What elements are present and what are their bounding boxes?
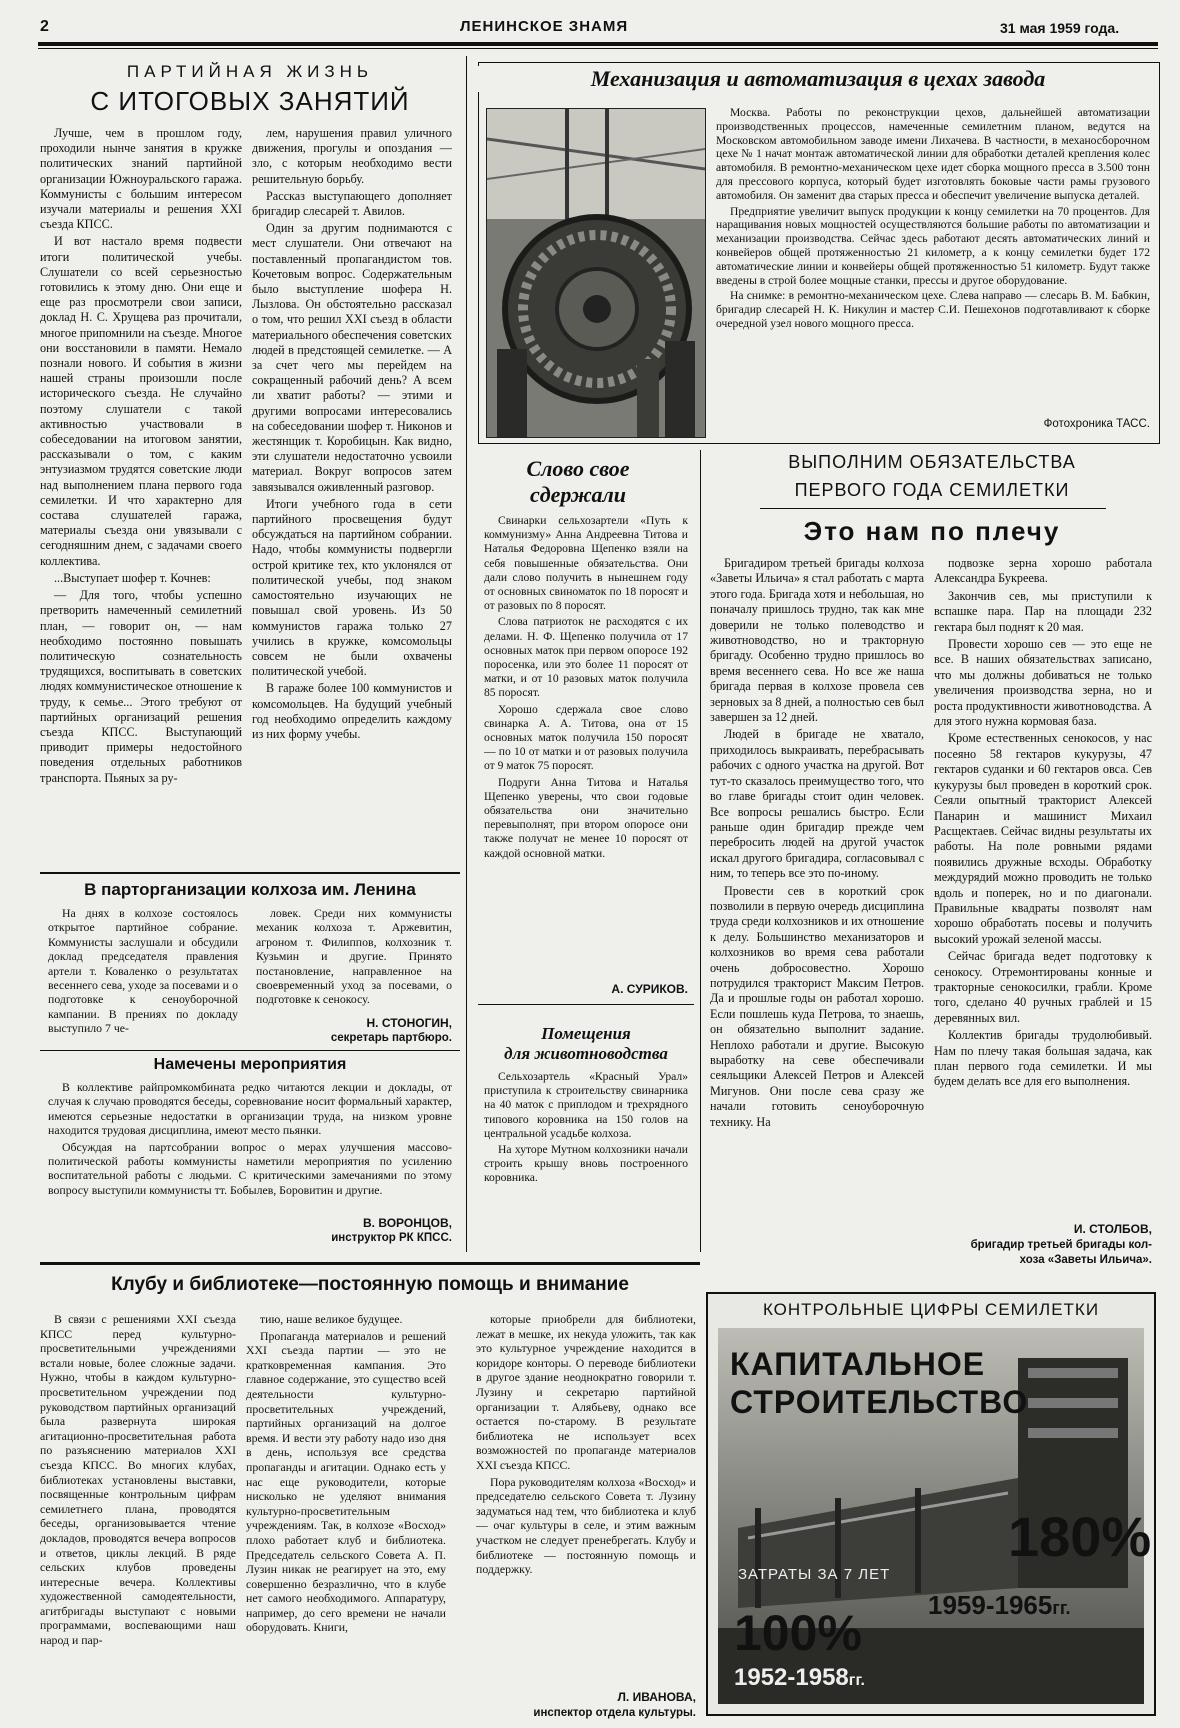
mech-paragraph: Москва. Работы по реконструкции цехов, дальнейшей автоматизации производственных процессов, намеченные семилетним планом, ведутся на Московском автомобильном заводе имени Лихачева. В частности, в механосборочном цехе № 1 начат монтаж автоматической линии для обработки деталей крепления колес автомобиля. В ремонтно-механическом цехе идет сборка мощного пресса в 3.500 тонн для прессового корпуса, который будет изготовлять боковые части рамы грузового автомобиля. Он заменит два старых пресса и обеспечит увеличение выпуска деталей. [716, 106, 1150, 202]
mech-credit: Фотохроника ТАСС. [1043, 418, 1150, 430]
party-paragraph: Один за другим поднимаются с мест слушатели. Они отвечают на поставленный пропагандистом тов. Кочетовым вопрос. Содержательным было выступление шофера Н. Лызлова. Он обстоятельно рассказал о том, что решил XXI съезд в области материального обеспечения советских людей в предстоящей семилетке. — А за счет чего мы перейдем на сокращенный рабочий день? А всем ли хватит работы? — этими и другими вопросами интересовались на собеседовании шофер т. Никонов и жестянщик т. Коробицын. Как видно, эти слушатели недостаточно усвоили материал. Вокруг вопросов затем завязывался оживленный разговор. [252, 221, 452, 494]
party-paragraph: лем, нарушения правил уличного движения, прогулы и опоздания — зло, с которым необходимо вести решительную борьбу. [252, 126, 452, 186]
party-paragraph: — Для того, чтобы успешно претворить намеченный семилетний план, — говорит он, — нам необходимо постоянно повышать политическую сознательность трудящихся, воспитывать в советских людях коммунистическое отношение к труду, к семье... Этого требуют от партийных организаций решения съезда КПСС. Выступающий приводит примеры недостойного поведения отдельных работников транспорта. Пьяных за ру- [40, 588, 242, 785]
masthead-rule-thin [38, 48, 1158, 49]
party-paragraph: В гараже более 100 коммунистов и комсомольцев. На будущий учебный год необходимо определить каждому из них форму учебы. [252, 681, 452, 741]
premises-paragraph: На хуторе Мутном колхозники начали строить крышу вновь построенного коровника. [484, 1143, 688, 1185]
club-signature-position: инспектор отдела культуры. [533, 1707, 696, 1719]
measures-signature: В. ВОРОНЦОВ, [363, 1216, 452, 1230]
poster-header: КОНТРОЛЬНЫЕ ЦИФРЫ СЕМИЛЕТКИ [762, 1300, 1100, 1319]
pledge-kicker-line2: ПЕРВОГО ГОДА СЕМИЛЕТКИ [794, 480, 1070, 500]
kolkhoz-paragraph: На днях в колхозе состоялось открытое партийное собрание. Коммунисты заслушали и обсудили доклад председателя правления артели т. Коваленко о результатах весеннего сева, уходе за посевами и о подготовке к сеноуборочной кампании. В прениях по докладу выступило 7 че- [48, 906, 238, 1036]
poster-title-line1: КАПИТАЛЬНОЕ [730, 1346, 986, 1382]
column-divider [466, 56, 467, 1252]
mech-paragraph: Предприятие увеличит выпуск продукции к концу семилетки на 70 процентов. Для наращивания новых мощностей осуществляются большие работы по автоматизации и механизации производства. Сейчас здесь работают десять автоматических линий и конвейеров общей протяженностью 21 километр, а к концу семилетки будет 172 автоматические линии и конвейеры общей протяженностью 51 километр. Будут также введены в строй более мощные станки, прессы и другое оборудование. [716, 204, 1150, 287]
word-paragraph: Подруги Анна Титова и Наталья Щепенко уверены, что свои годовые обязательства они значительно перевыполнят, при втором опоросе они также получат не менее 10 поросят от каждой основной матки. [484, 775, 688, 860]
pledge-kicker-rule [760, 508, 1106, 509]
club-title: Клубу и библиотеке—постоянную помощь и внимание [111, 1274, 629, 1295]
word-title-line1: Слово свое [526, 456, 630, 481]
pledge-paragraph: подвозке зерна хорошо работала Александра Букреева. [934, 556, 1152, 586]
poster-years-new [928, 1590, 1071, 1621]
club-paragraph: Пора руководителям колхоза «Восход» и председателю сельского Совета т. Лузину задуматься над тем, что библиотека и клуб — очаг культуры в селе, и этим важным участком не следует пренебрегать. Клубу и библиотеке — постоянную помощь и поддержку. [476, 1474, 696, 1577]
party-paragraph: Итоги учебного года в сети партийного просвещения будут обсуждаться на партийном собрании. Надо, чтобы коммунисты подвергли острой критике тех, кто уклонялся от политической учебы, под знаком самостоятельно изучающих не повышал свой уровень. Из 50 коммунистов гаража только 27 учились в кружке, комсомольцы совсем не были охвачены политической учебой. [252, 496, 452, 679]
pledge-kicker-line1: ВЫПОЛНИМ ОБЯЗАТЕЛЬСТВА [788, 452, 1076, 472]
poster-years-old [734, 1664, 865, 1692]
word-title-line2: сдержали [529, 482, 627, 507]
poster-years-old-value: 1952-1958 [734, 1664, 849, 1691]
party-column-2 [252, 126, 452, 744]
kolkhoz-title: В парторганизации колхоза им. Ленина [84, 880, 416, 899]
poster-years-new-suffix: гг. [1052, 1598, 1071, 1618]
pledge-paragraph: Провести хорошо сев — это еще не все. В наших обязательствах записано, что мы должны добиваться не только увеличения производства зерна, но и роста продуктивности животноводства. А для этого нужна кормовая база. [934, 637, 1152, 729]
newspaper-title: ЛЕНИНСКОЕ ЗНАМЯ [460, 18, 629, 35]
club-paragraph: В связи с решениями XXI съезда КПСС перед культурно-просветительными учреждениями встали новые, более сложные задачи. Нужно, чтобы в каждом культурно-просветительном учреждении под руководством партийных организаций была развернута широкая агитационно-просветительная работа по разъяснению материалов XXI съезда КПСС. Во многих клубах, библиотеках установлены выставки, посвященные контрольным цифрам семилетнего плана, проводятся беседы, организовывается чтение докладов, проводятся вечера вопросов и ответов, циклы лекций. В ряде сельских клубов проведены интересные вечера. Коллективы художественной самодеятельности, агитбригады выступают с новыми программами, воспевающими наш народ и пар- [40, 1312, 236, 1648]
premises-body [484, 1070, 688, 1188]
word-paragraph: Слова патриоток не расходятся с их делами. Н. Ф. Щепенко получила от 17 основных маток при первом опоросе 192 поросенка, или это более 11 поросят от матки, и от 10 разовых маток получила 85 поросят. [484, 615, 688, 700]
party-column-1 [40, 126, 242, 788]
pledge-paragraph: Сейчас бригада ведет подготовку к сенокосу. Отремонтированы конные и тракторные сенокосилки, грабли. Кроме того, сделано 40 ручных граблей и 15 деревянных вил. [934, 949, 1152, 1025]
page-number: 2 [40, 18, 49, 35]
mech-body [716, 106, 1150, 333]
measures-body [48, 1080, 452, 1199]
bottom-section-rule [40, 1262, 700, 1265]
pledge-signature-position-1: бригадир третьей бригады кол- [970, 1239, 1152, 1251]
pledge-paragraph: Провести сев в короткий срок позволили в первую очередь дисциплина труда среди колхозников и их отношение к делу. Большинство механизаторов и колхозников во время сева работали очень добросовестно. Хорошо потрудился тракторист Максим Петров. Да и прошлые годы он работал хорошо. Если пошлешь куда Петрова, то знаешь, он обязательно выполнит задание. Неплохо работали и другие. Высокую выработку на севе обеспечивали сеяльщики Алексей Петров и Алексей Мигунов. Они после сева сразу же начали готовить сеноуборочную технику. На [710, 883, 924, 1129]
pledge-paragraph: Людей в бригаде не хватало, приходилось выкраивать, перебрасывать рабочих с одного участка на другой. Вот тут-то сказалось преимущество того, что во главе бригады стоит один человек. Все вопросы решались быстро. Если раньше один бригадир прежде чем перебросить людей на другой участок искал другого бригадира, согласовывал с ним, то теперь все это по-иному. [710, 727, 924, 881]
club-paragraph: тию, наше великое будущее. [260, 1312, 403, 1326]
pledge-paragraph: Кроме естественных сенокосов, у нас посеяно 58 гектаров кукурузы, 47 гектаров суданки и 60 гектаров овса. Сев кукурузы был проведен в короткий срок. Сеяли опытный тракторист Алексей Панарин и машинист Михаил Расщектаев. Сейчас видны результаты их работы. На поле ровными рядами появились дружные всходы. Обработку междурядий можно проводить не только вдоль и поперек, но и по диагонали. Правильные квадраты позволят нам хорошо обработать посевы и получить высокий урожай зеленой массы. [934, 731, 1152, 946]
word-paragraph: Свинарки сельхозартели «Путь к коммунизму» Анна Андреевна Титова и Наталья Федоровна Щепенко взяли на себя повышенные обязательства. Они дали слово получить в нынешнем году от основных свиноматок по 18 поросят и от разовых по 8 поросят. [484, 514, 688, 613]
poster-years-new-value: 1959-1965 [928, 1590, 1053, 1620]
pledge-paragraph: Бригадиром третьей бригады колхоза «Заветы Ильича» я стал работать с марта этого года. Бригада хотя и небольшая, но поначалу пришлось трудно, так как мне доверили не только полеводство и животноводство, но и тракторную бригаду. Особенно трудно пришлось во время весеннего сева. Но все же наша бригада первая в колхозе провела сев зерновых за 8 дней, а полностью сев был завершен за 12 дней. [710, 556, 924, 725]
press-gear-image [487, 109, 705, 437]
premises-title-line2: для животноводства [504, 1044, 668, 1063]
pledge-paragraph: Коллектив бригады трудолюбивый. Нам по плечу такая большая задача, как план первого года семилетки. И мы будем делать все для его выполнения. [934, 1028, 1152, 1089]
masthead-rule [38, 42, 1158, 46]
club-column-2 [246, 1312, 446, 1637]
measures-signature-position: инструктор РК КПСС. [331, 1232, 452, 1244]
pledge-paragraph: Закончив сев, мы приступили к вспашке пара. Пар на площади 232 гектара был поднят к 20 мая. [934, 588, 1152, 634]
premises-paragraph: Сельхозартель «Красный Урал» приступила к строительству свинарника на 40 маток с приплодом и трехрядного типового коровника на 150 голов на центральной усадьбе колхоза. [484, 1070, 688, 1140]
poster-caption: ЗАТРАТЫ ЗА 7 ЛЕТ [738, 1566, 891, 1583]
plan-figures-poster [706, 1292, 1156, 1716]
party-paragraph: Рассказ выступающего дополняет бригадир слесарей т. Авилов. [252, 188, 452, 219]
party-divider [40, 872, 460, 874]
pledge-signature: И. СТОЛБОВ, [1073, 1222, 1152, 1236]
party-paragraph: Лучше, чем в прошлом году, проходили нынче занятия в кружке политических знаний партийной организации Южноуральского гаража. Коммунисты с большим интересом изучали материалы и решения XXI съезда КПСС. [40, 126, 242, 232]
pledge-signature-position-2: хоза «Заветы Ильича». [1019, 1254, 1152, 1266]
word-paragraph: Хорошо сдержала свое слово свинарка А. А. Титова, она от 15 основных маток получила 150 поросят — по 10 от матки и от разовых получила от 9 маток 75 поросят. [484, 702, 688, 773]
pledge-column-2 [934, 556, 1152, 1092]
club-signature: Л. ИВАНОВА, [617, 1690, 696, 1704]
party-paragraph: ...Выступает шофер т. Кочнев: [54, 570, 211, 585]
mech-title: Механизация и автоматизация в цехах завода [478, 66, 1158, 92]
column-divider [700, 450, 701, 1252]
pledge-column-1 [710, 556, 924, 1132]
kolkhoz-signature: Н. СТОНОГИН, [366, 1016, 452, 1030]
word-divider [478, 1004, 694, 1005]
party-title: С ИТОГОВЫХ ЗАНЯТИЙ [90, 86, 410, 116]
word-body [484, 514, 688, 863]
word-signature: А. СУРИКОВ. [611, 982, 688, 996]
kolkhoz-column-2 [256, 906, 452, 1009]
measures-paragraph: Обсуждая на партсобрании вопрос о мерах улучшения массово-политической работы коммунисты наметили мероприятия по усилению воспитательной работы с людьми. С критическими замечаниями по этому вопросу выступили коммунисты тт. Бобылев, Боровитин и другие. [48, 1139, 452, 1197]
club-column-3 [476, 1312, 696, 1579]
kolkhoz-divider [40, 1050, 460, 1051]
kolkhoz-paragraph: ловек. Среди них коммунисты механик колхоза т. Аржевитин, агроном т. Филиппов, колхозник т. Кузьмин и другие. Принято постановление, направленное на своевременный уход за посевами, о подготовке к сенокосу. [256, 906, 452, 1007]
pledge-title: Это нам по плечу [803, 516, 1061, 546]
party-paragraph: И вот настало время подвести итоги политической учебы. Слушатели со всей серьезностью готовились к этому дню. Они еще и еще раз просмотрели свои записи, доклад Н. С. Хрущева раз прочитали, многое припомнили на съезде. Многое они восстановили в памяти. Немало познали нового. И события в жизни нашей страны произошли после исторического съезда. Не случайно поэтому слушатели с такой активностью участвовали в собеседовании на итоговом занятии, рассказывали о том, с каким энтузиазмом трудятся советские люди над выполнением плана первого года семилетки. И что характерно для состава слушателей гаража, материалы съезда они увязывали с сегодняшним днем, с задачами своего коллектива. [40, 234, 242, 568]
poster-percent-new: 180% [1008, 1505, 1152, 1568]
club-column-1 [40, 1312, 236, 1650]
issue-date: 31 мая 1959 года. [1000, 20, 1120, 36]
poster-years-old-suffix: гг. [848, 1672, 865, 1689]
party-kicker: ПАРТИЙНАЯ ЖИЗНЬ [126, 62, 374, 81]
kolkhoz-signature-position: секретарь партбюро. [330, 1032, 452, 1044]
kolkhoz-column-1 [48, 906, 238, 1038]
poster-title-line2: СТРОИТЕЛЬСТВО [730, 1384, 1029, 1420]
mech-paragraph: На снимке: в ремонтно-механическом цехе. Слева направо — слесарь В. М. Бабкин, бригадир слесарей Н. К. Никулин и мастер С.И. Пешехонов подготавливают к сборке очередной узел нового мощного пресса. [716, 289, 1150, 330]
club-paragraph: которые приобрели для библиотеки, лежат в мешке, их некуда уложить, так как это культурное учреждение находится в коридоре конторы. О переводе библиотеки в другое здание неоднократно говорили т. Лузину и секретарю партийной организации т. Алябьеву, однако все остается по-старому. В результате библиотека не использует всех возможностей по пропаганде материалов XXI съезда КПСС. [476, 1312, 696, 1472]
premises-title-line1: Помещения [541, 1024, 631, 1043]
poster-percent-old: 100% [734, 1605, 862, 1661]
poster-image-area [718, 1328, 1152, 1704]
measures-paragraph: В коллективе райпромкомбината редко читаются лекции и доклады, от случая к случаю проводятся беседы, соревнование носит формальный характер, имеются серьезные недостатки в организации труда, на низком уровне находится трудовая дисциплина, имеют место пьянки. [48, 1080, 452, 1138]
club-paragraph: Пропаганда материалов и решений XXI съезда партии — это не кратковременная кампания. Это главное содержание, это существо всей деятельности культурно-просветительных учреждений, партийных организаций на долгое время. И вести эту работу надо изо дня в день, используя все средства пропаганды и агитации. Однако есть у нас еще руководители, которые нисколько не уделяют внимания культурно-просветительным учреждениям. Так, в колхозе «Восход» плохо работает клуб и библиотека. Председатель сельского Совета А. П. Лузин никак не реагирует на это, ему совершенно безразлично, что в клубе нет самого необходимого. Аппаратуру, например, до сего времени не начали оборудовать. Книги, [246, 1328, 446, 1635]
measures-title: Намечены мероприятия [153, 1056, 347, 1073]
factory-photo [486, 108, 706, 438]
